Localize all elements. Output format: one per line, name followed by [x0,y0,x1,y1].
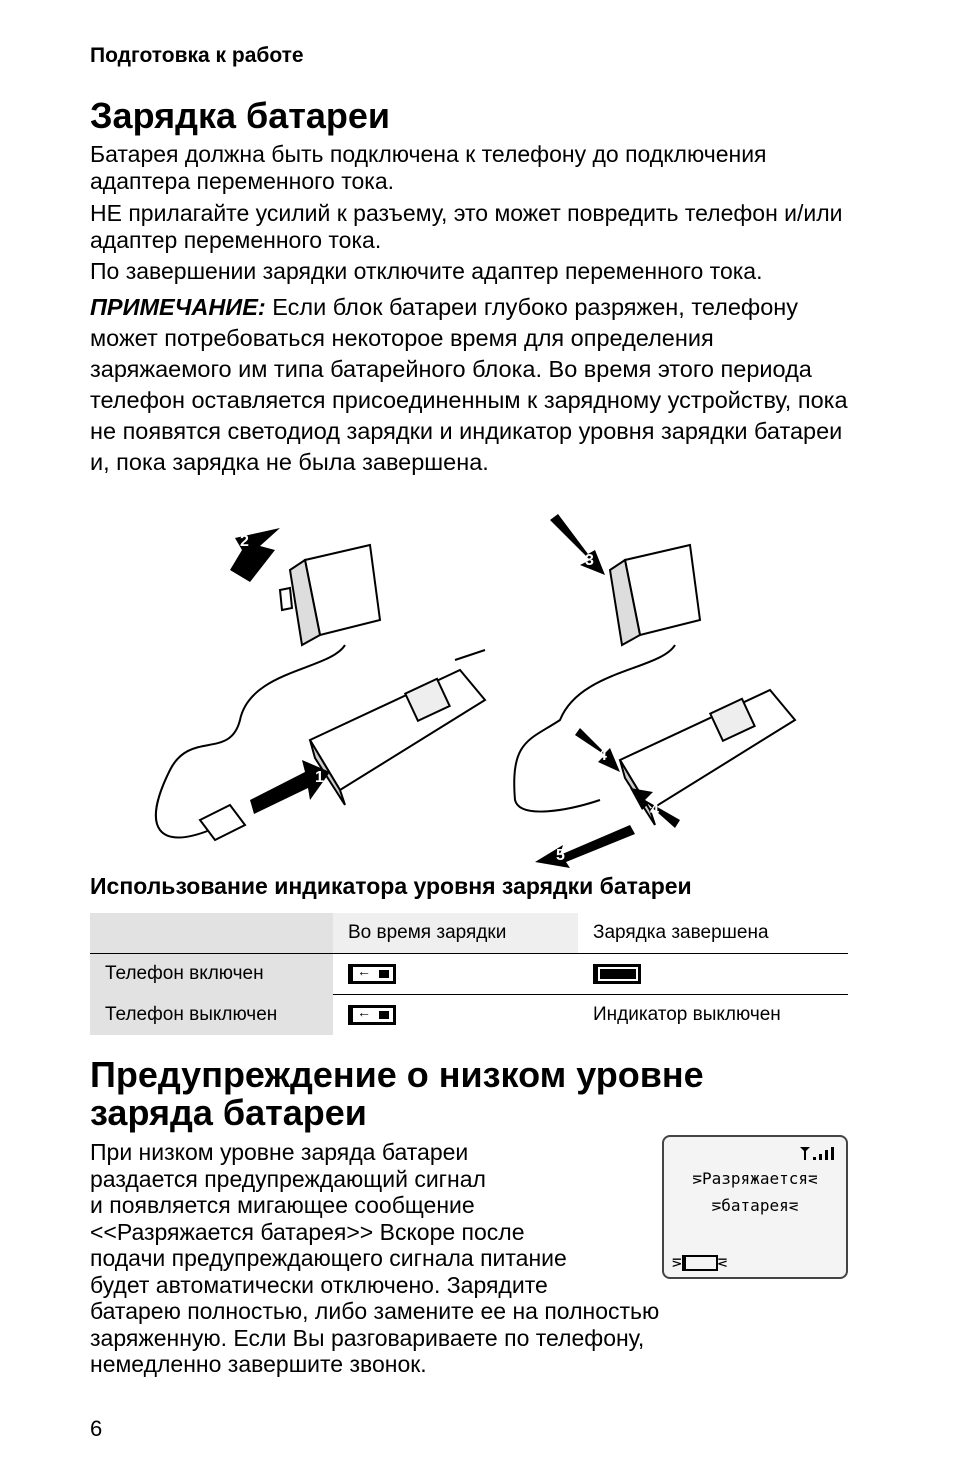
flash-icon: ⋜ [788,1196,799,1215]
indicator-off-text: Индикатор выключен [593,1004,781,1025]
charging-title: Зарядка батареи [90,95,391,136]
flash-icon: ⋜ [807,1169,818,1188]
table-row [90,995,848,1036]
phone-display [662,1135,848,1279]
text-line: раздается предупреждающий сигнал [90,1165,486,1192]
low-battery-title [90,1056,704,1132]
step-label: 2 [240,533,249,550]
phone-left [310,650,485,805]
indicator-table [90,913,848,1035]
flash-icon: ⋝ [711,1196,722,1215]
text-line: будет автоматически отключено. Зарядите [90,1271,548,1298]
signal-strength-icon [798,1145,838,1161]
title-line: Предупреждение о низком уровне [90,1054,704,1095]
step-label: 4 [650,802,659,819]
arrow-step-5 [535,825,635,868]
indicator-title: Использование индикатора уровня зарядки батареи [90,873,692,899]
text-line: батарею полностью, либо замените ее на полностью [90,1298,660,1324]
display-line-2: батарея [721,1196,789,1215]
low-battery-text [90,1139,659,1378]
note-label: ПРИМЕЧАНИЕ: [90,294,266,320]
row-label: Телефон включен [90,954,333,995]
battery-full-icon [593,964,641,984]
step-label: 3 [585,552,594,569]
ac-adapter-right [610,545,700,645]
display-line-1: Разряжается [702,1169,808,1188]
text-line: <<Разряжается батарея>> Вскоре после [90,1218,525,1245]
header-cell [90,913,333,954]
row-label: Телефон выключен [90,995,333,1036]
arrow-step-3 [550,514,605,575]
text-line: и появляется мигающее сообщение [90,1192,475,1218]
text-line: подачи предупреждающего сигнала питание [90,1245,567,1271]
note [90,292,860,478]
text-line: При низком уровне заряда батареи [90,1139,469,1165]
battery-charging-icon: ← [348,1005,396,1025]
text-line: немедленно завершите звонок. [90,1351,427,1377]
section-label: Подготовка к работе [90,44,304,67]
battery-charging-icon: ← [348,964,396,984]
table-row [90,954,848,995]
flash-icon: ⋝ [692,1169,703,1188]
paragraph: По завершении зарядки отключите адаптер переменного тока. [90,258,763,284]
title-line: заряда батареи [90,1092,367,1133]
ac-adapter-left [280,545,380,645]
charging-illustration [130,510,830,870]
empty-battery-icon: ⋝ ⋜ [672,1252,728,1271]
note-text: Если блок батареи глубоко разряжен, телефону может потребоваться некоторое время для определения заряжаемого им типа батарейного блока. Во время этого периода телефон оставляется присоединенным к зарядному устройству, пока не появятся светодиод зарядки и индикатор уровня зарядки батареи и, пока зарядка не была завершена. [90,294,848,475]
table-header-row [90,913,848,954]
header-cell: Зарядка завершена [578,913,848,954]
paragraph: Батарея должна быть подключена к телефону до подключения адаптера переменного тока. [90,141,767,194]
arrow-step-2-left [230,528,280,582]
connector-left [200,805,245,840]
step-label: 1 [315,769,324,786]
header-cell: Во время зарядки [333,913,578,954]
step-label: 5 [556,847,565,864]
paragraph: НЕ прилагайте усилий к разъему, это может повредить телефон и/или адаптер переменного тока. [90,200,843,253]
page-number: 6 [90,1416,103,1441]
step-label: 4 [598,747,607,764]
text-line: заряженную. Если Вы разговариваете по телефону, [90,1324,645,1351]
